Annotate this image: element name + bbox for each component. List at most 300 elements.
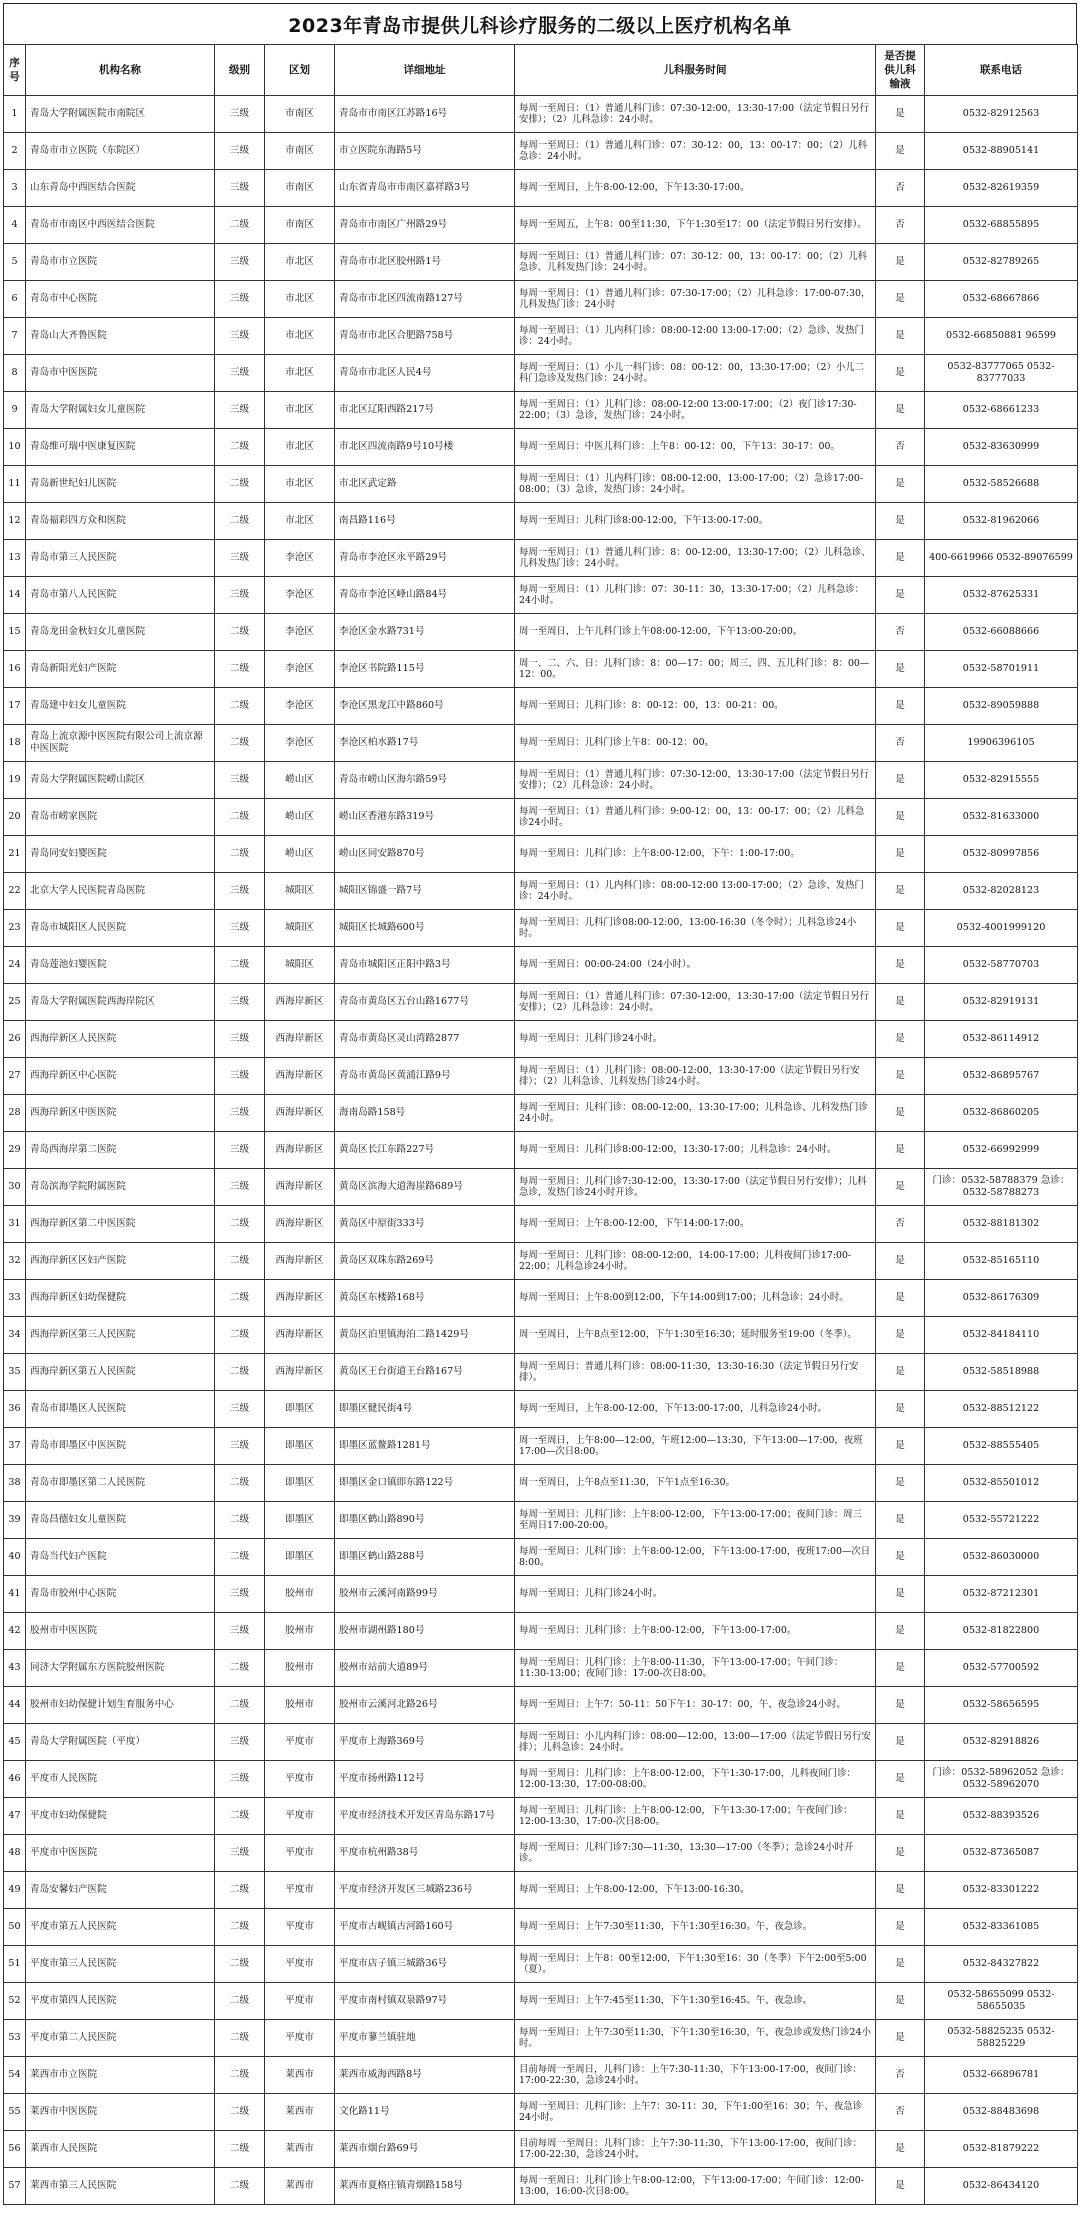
table-row xyxy=(4,651,1078,688)
cell-level: 二级 xyxy=(215,1280,265,1317)
cell-infusion: 否 xyxy=(876,207,925,244)
header-row xyxy=(4,45,1078,96)
cell-phone: 0532-82919131 xyxy=(925,984,1078,1021)
cell-name: 青岛山大齐鲁医院 xyxy=(26,318,215,355)
cell-seq: 21 xyxy=(4,836,26,873)
cell-address: 平度市蓼兰镇驻地 xyxy=(335,2020,515,2057)
cell-service-time: 每周一至周日：儿科门诊24小时。 xyxy=(515,1576,876,1613)
cell-address: 市北区武定路 xyxy=(335,466,515,503)
cell-phone: 0532-87365087 xyxy=(925,1835,1078,1872)
cell-address: 青岛市市北区合肥路758号 xyxy=(335,318,515,355)
cell-phone: 0532-87625331 xyxy=(925,577,1078,614)
cell-level: 二级 xyxy=(215,2020,265,2057)
cell-service-time: 每周一至周日：（1）儿科门诊：08:00-12:00，13:30-17:00（法定节假日另行安排）；（2）儿科急诊、儿科发热门诊24小时。 xyxy=(515,1058,876,1095)
table-row xyxy=(4,1872,1078,1909)
cell-service-time: 每周一至周日：儿科门诊7:30-12:00，13:30-17:00（法定节假日另行安排）；儿科急诊，发热门诊24小时开诊。 xyxy=(515,1169,876,1206)
cell-name: 青岛同安妇婴医院 xyxy=(26,836,215,873)
cell-level: 二级 xyxy=(215,503,265,540)
cell-name: 青岛市第三人民医院 xyxy=(26,540,215,577)
cell-seq: 39 xyxy=(4,1502,26,1539)
cell-infusion: 是 xyxy=(876,244,925,281)
table-row xyxy=(4,2057,1078,2094)
cell-address: 黄岛区中原街333号 xyxy=(335,1206,515,1243)
cell-address: 青岛市市北区胶州路1号 xyxy=(335,244,515,281)
cell-name: 青岛当代妇产医院 xyxy=(26,1539,215,1576)
cell-phone: 0532-84327822 xyxy=(925,1946,1078,1983)
cell-service-time: 周一、二、六、日：儿科门诊：8：00—17：00；周三、四、五儿科门诊：8：00—12：00。 xyxy=(515,651,876,688)
cell-phone: 0532-88512122 xyxy=(925,1391,1078,1428)
table-row xyxy=(4,1206,1078,1243)
cell-name: 青岛大学附属医院市南院区 xyxy=(26,96,215,133)
cell-address: 青岛市城阳区正阳中路3号 xyxy=(335,947,515,984)
cell-service-time: 每周一至周日：上午7:45至11:30，下午1:30至16:45。午、夜急诊。 xyxy=(515,1983,876,2020)
cell-phone: 0532-81962066 xyxy=(925,503,1078,540)
cell-seq: 41 xyxy=(4,1576,26,1613)
cell-level: 三级 xyxy=(215,1576,265,1613)
cell-level: 二级 xyxy=(215,1798,265,1835)
cell-level: 三级 xyxy=(215,1391,265,1428)
table-row xyxy=(4,2094,1078,2131)
cell-address: 胶州市站前大道89号 xyxy=(335,1650,515,1687)
cell-district: 市北区 xyxy=(265,318,335,355)
cell-district: 莱西市 xyxy=(265,2094,335,2131)
header-phone: 联系电话 xyxy=(925,45,1078,96)
cell-seq: 8 xyxy=(4,355,26,392)
cell-name: 平度市妇幼保健院 xyxy=(26,1798,215,1835)
cell-level: 三级 xyxy=(215,1761,265,1798)
cell-service-time: 每周一至周日：上午8：00至12:00，下午1:30至16：30（冬季）下午2:00至5:00（夏）。 xyxy=(515,1946,876,1983)
cell-seq: 26 xyxy=(4,1021,26,1058)
cell-service-time: 每周一至周日：（1）普通儿科门诊：07：30-12：00，13：00-17：00；（2）儿科急诊、儿科发热门诊：24小时。 xyxy=(515,244,876,281)
cell-phone: 0532-85501012 xyxy=(925,1465,1078,1502)
cell-name: 青岛市市南区中西医结合医院 xyxy=(26,207,215,244)
cell-name: 平度市第五人民医院 xyxy=(26,1909,215,1946)
table-row xyxy=(4,1169,1078,1206)
cell-seq: 6 xyxy=(4,281,26,318)
table-row xyxy=(4,355,1078,392)
cell-infusion: 是 xyxy=(876,1502,925,1539)
cell-address: 青岛市市南区广州路29号 xyxy=(335,207,515,244)
cell-infusion: 是 xyxy=(876,1243,925,1280)
cell-phone: 0532-86114912 xyxy=(925,1021,1078,1058)
table-row xyxy=(4,836,1078,873)
cell-level: 三级 xyxy=(215,762,265,799)
cell-level: 二级 xyxy=(215,1465,265,1502)
table-row xyxy=(4,1391,1078,1428)
cell-name: 西海岸新区人民医院 xyxy=(26,1021,215,1058)
cell-phone: 0532-84184110 xyxy=(925,1317,1078,1354)
cell-seq: 36 xyxy=(4,1391,26,1428)
cell-address: 青岛市市南区江苏路16号 xyxy=(335,96,515,133)
table-row xyxy=(4,1650,1078,1687)
cell-infusion: 是 xyxy=(876,1095,925,1132)
cell-name: 北京大学人民医院青岛医院 xyxy=(26,873,215,910)
cell-name: 平度市中医医院 xyxy=(26,1835,215,1872)
cell-district: 即墨区 xyxy=(265,1465,335,1502)
cell-name: 青岛市即墨区第二人民医院 xyxy=(26,1465,215,1502)
cell-seq: 50 xyxy=(4,1909,26,1946)
cell-phone: 400-6619966 0532-89076599 xyxy=(925,540,1078,577)
cell-infusion: 是 xyxy=(876,1428,925,1465)
cell-infusion: 是 xyxy=(876,1798,925,1835)
cell-address: 莱西市夏格庄镇青烟路158号 xyxy=(335,2168,515,2205)
table-row xyxy=(4,984,1078,1021)
cell-district: 李沧区 xyxy=(265,651,335,688)
cell-seq: 19 xyxy=(4,762,26,799)
table-row xyxy=(4,1354,1078,1391)
cell-service-time: 每周一至周日：（1）普通儿科门诊：9:00-12：00，13：00-17：00；（2）儿科急诊24小时。 xyxy=(515,799,876,836)
cell-name: 青岛大学附属医院（平度） xyxy=(26,1724,215,1761)
cell-level: 二级 xyxy=(215,688,265,725)
table-row xyxy=(4,762,1078,799)
cell-address: 平度市经济开发区三城路236号 xyxy=(335,1872,515,1909)
table-row xyxy=(4,1983,1078,2020)
cell-phone: 0532-83301222 xyxy=(925,1872,1078,1909)
cell-seq: 55 xyxy=(4,2094,26,2131)
cell-name: 西海岸新区中医医院 xyxy=(26,1095,215,1132)
cell-name: 青岛新世纪妇儿医院 xyxy=(26,466,215,503)
cell-service-time: 周一至周日，上午8:00—12:00，午班12:00—13:30，下午13:00—17:00，夜班17:00—次日8:00。 xyxy=(515,1428,876,1465)
cell-address: 胶州市云溪河南路99号 xyxy=(335,1576,515,1613)
table-row xyxy=(4,1428,1078,1465)
cell-address: 莱西市威海西路8号 xyxy=(335,2057,515,2094)
cell-infusion: 否 xyxy=(876,2094,925,2131)
cell-seq: 52 xyxy=(4,1983,26,2020)
cell-service-time: 每周一至周日：上午7：50-11：50下午1：30-17：00，午、夜急诊24小时。 xyxy=(515,1687,876,1724)
cell-infusion: 是 xyxy=(876,1280,925,1317)
cell-name: 青岛莲池妇婴医院 xyxy=(26,947,215,984)
table-row xyxy=(4,429,1078,466)
cell-seq: 16 xyxy=(4,651,26,688)
cell-address: 即墨区金口镇即东路122号 xyxy=(335,1465,515,1502)
cell-name: 青岛市中医医院 xyxy=(26,355,215,392)
cell-name: 青岛建中妇女儿童医院 xyxy=(26,688,215,725)
cell-name: 平度市第二人民医院 xyxy=(26,2020,215,2057)
cell-seq: 27 xyxy=(4,1058,26,1095)
cell-infusion: 是 xyxy=(876,318,925,355)
cell-service-time: 周一至周日，上午8点至12:00，下午1:30至16:30；延时服务至19:00（冬季）。 xyxy=(515,1317,876,1354)
cell-seq: 11 xyxy=(4,466,26,503)
cell-infusion: 是 xyxy=(876,873,925,910)
cell-phone: 0532-89059888 xyxy=(925,688,1078,725)
cell-district: 平度市 xyxy=(265,1983,335,2020)
cell-name: 山东青岛中西医结合医院 xyxy=(26,170,215,207)
cell-phone: 0532-80997856 xyxy=(925,836,1078,873)
cell-service-time: 每周一至周日：（1）儿科门诊：08:00-12:00 13:00-17:00；（2）夜门诊17:30-22:00；（3）急诊，发热门诊：24小时。 xyxy=(515,392,876,429)
cell-service-time: 每周一至周日：（1）普通儿科门诊：07:30-12:00，13:30-17:00（法定节假日另行安排）；（2）儿科急诊：24小时。 xyxy=(515,984,876,1021)
table-row xyxy=(4,910,1078,947)
cell-infusion: 是 xyxy=(876,910,925,947)
cell-seq: 15 xyxy=(4,614,26,651)
cell-seq: 34 xyxy=(4,1317,26,1354)
cell-district: 平度市 xyxy=(265,1872,335,1909)
cell-service-time: 目前每周一至周日：儿科门诊：上午7:30-11:30，下午13:00-17:00，夜间门诊：17:00-22:30，急诊24小时。 xyxy=(515,2131,876,2168)
table-row xyxy=(4,1502,1078,1539)
table-row xyxy=(4,1465,1078,1502)
cell-service-time: 每周一至周五，上午8：00至11:30，下午1:30至17：00（法定节假日另行安排）。 xyxy=(515,207,876,244)
table-row xyxy=(4,2131,1078,2168)
cell-address: 平度市扬州路112号 xyxy=(335,1761,515,1798)
cell-seq: 3 xyxy=(4,170,26,207)
cell-address: 青岛市黄岛区黄浦江路9号 xyxy=(335,1058,515,1095)
cell-district: 西海岸新区 xyxy=(265,1206,335,1243)
cell-name: 西海岸新区第二中医医院 xyxy=(26,1206,215,1243)
cell-district: 崂山区 xyxy=(265,836,335,873)
table-row xyxy=(4,1317,1078,1354)
header-infusion: 是否提供儿科输液 xyxy=(876,45,925,96)
cell-phone: 0532-58518988 xyxy=(925,1354,1078,1391)
cell-level: 二级 xyxy=(215,651,265,688)
cell-infusion: 是 xyxy=(876,1613,925,1650)
cell-address: 平度市古岘镇古河路160号 xyxy=(335,1909,515,1946)
cell-name: 青岛大学附属医院崂山院区 xyxy=(26,762,215,799)
cell-seq: 49 xyxy=(4,1872,26,1909)
cell-infusion: 是 xyxy=(876,1058,925,1095)
cell-level: 三级 xyxy=(215,1132,265,1169)
cell-seq: 51 xyxy=(4,1946,26,1983)
cell-district: 即墨区 xyxy=(265,1428,335,1465)
table-row xyxy=(4,1539,1078,1576)
cell-level: 三级 xyxy=(215,1021,265,1058)
cell-infusion: 是 xyxy=(876,503,925,540)
cell-name: 青岛上流京源中医医院有限公司上流京源中医医院 xyxy=(26,725,215,762)
cell-service-time: 每周一至周日：儿科门诊：08:00-12:00，13:30-17:00；儿科急诊、儿科发热门诊24小时。 xyxy=(515,1095,876,1132)
cell-address: 胶州市湖州路180号 xyxy=(335,1613,515,1650)
table-row xyxy=(4,1798,1078,1835)
cell-district: 平度市 xyxy=(265,1798,335,1835)
cell-service-time: 每周一至周日：上午8:00-12:00，下午14:00-17:00。 xyxy=(515,1206,876,1243)
cell-infusion: 是 xyxy=(876,1465,925,1502)
cell-seq: 33 xyxy=(4,1280,26,1317)
cell-phone: 0532-82912563 xyxy=(925,96,1078,133)
cell-phone: 0532-82028123 xyxy=(925,873,1078,910)
header-name: 机构名称 xyxy=(26,45,215,96)
cell-district: 西海岸新区 xyxy=(265,984,335,1021)
cell-service-time: 每周一至周日：儿科门诊：上午8:00-12:00，下午13:00-17:00。 xyxy=(515,1613,876,1650)
cell-phone: 0532-86895767 xyxy=(925,1058,1078,1095)
cell-level: 二级 xyxy=(215,836,265,873)
cell-name: 西海岸新区妇幼保健院 xyxy=(26,1280,215,1317)
cell-phone: 0532-58825235 0532-58825229 xyxy=(925,2020,1078,2057)
cell-address: 平度市上海路369号 xyxy=(335,1724,515,1761)
cell-phone: 0532-86860205 xyxy=(925,1095,1078,1132)
cell-name: 西海岸新区区妇产医院 xyxy=(26,1243,215,1280)
cell-phone: 0532-81879222 xyxy=(925,2131,1078,2168)
cell-address: 即墨区鹤山路288号 xyxy=(335,1539,515,1576)
cell-seq: 32 xyxy=(4,1243,26,1280)
cell-district: 崂山区 xyxy=(265,762,335,799)
cell-district: 市南区 xyxy=(265,207,335,244)
cell-district: 西海岸新区 xyxy=(265,1169,335,1206)
cell-name: 青岛维可瑞中医康复医院 xyxy=(26,429,215,466)
cell-address: 黄岛区滨海大道海崖路689号 xyxy=(335,1169,515,1206)
cell-name: 平度市人民医院 xyxy=(26,1761,215,1798)
document-title: 2023年青岛市提供儿科诊疗服务的二级以上医疗机构名单 xyxy=(3,3,1077,44)
cell-level: 三级 xyxy=(215,1613,265,1650)
cell-name: 西海岸新区第五人民医院 xyxy=(26,1354,215,1391)
cell-name: 莱西市第三人民医院 xyxy=(26,2168,215,2205)
cell-phone: 0532-85165110 xyxy=(925,1243,1078,1280)
cell-name: 青岛市市立医院 xyxy=(26,244,215,281)
table-row xyxy=(4,318,1078,355)
cell-infusion: 是 xyxy=(876,1983,925,2020)
cell-service-time: 每周一至周日：（1）普通儿科门诊：07:30-12:00，13:30-17:00（法定节假日另行安排）；（2）儿科急诊：24小时。 xyxy=(515,96,876,133)
cell-service-time: 每周一至周日：儿科门诊：上午8:00-12:00，下午1:30-17:00，儿科夜间门诊：12:00-13:30，17:00-08:00。 xyxy=(515,1761,876,1798)
cell-service-time: 每周一至周日：儿科门诊：8：00-12：00，13：00-21：00。 xyxy=(515,688,876,725)
document xyxy=(3,3,1077,2205)
cell-district: 市南区 xyxy=(265,133,335,170)
cell-address: 崂山区同安路870号 xyxy=(335,836,515,873)
cell-name: 胶州市妇幼保健计划生育服务中心 xyxy=(26,1687,215,1724)
cell-address: 海南岛路158号 xyxy=(335,1095,515,1132)
cell-infusion: 是 xyxy=(876,577,925,614)
cell-district: 市北区 xyxy=(265,429,335,466)
cell-level: 二级 xyxy=(215,1946,265,1983)
cell-name: 青岛大学附属医院西海岸院区 xyxy=(26,984,215,1021)
table-row xyxy=(4,1909,1078,1946)
cell-address: 城阳区锦盛一路7号 xyxy=(335,873,515,910)
cell-level: 二级 xyxy=(215,1539,265,1576)
cell-infusion: 是 xyxy=(876,1946,925,1983)
cell-address: 青岛市黄岛区五台山路1677号 xyxy=(335,984,515,1021)
cell-phone: 0532-58526688 xyxy=(925,466,1078,503)
cell-infusion: 是 xyxy=(876,1687,925,1724)
cell-service-time: 每周一至周日：（1）儿科门诊：07：30-11：30，13:30-17:00；（2）儿科急诊：24小时。 xyxy=(515,577,876,614)
cell-address: 即墨区鹤山路890号 xyxy=(335,1502,515,1539)
cell-district: 市北区 xyxy=(265,466,335,503)
cell-address: 胶州市云溪河北路26号 xyxy=(335,1687,515,1724)
cell-phone: 0532-58655099 0532-58655035 xyxy=(925,1983,1078,2020)
cell-service-time: 每周一至周日：（1）儿内科门诊：08:00-12:00 13:00-17:00；（2）急诊、发热门诊：24小时。 xyxy=(515,318,876,355)
cell-district: 即墨区 xyxy=(265,1391,335,1428)
cell-seq: 43 xyxy=(4,1650,26,1687)
cell-level: 二级 xyxy=(215,1354,265,1391)
cell-name: 莱西市中医医院 xyxy=(26,2094,215,2131)
cell-seq: 2 xyxy=(4,133,26,170)
cell-service-time: 每周一至周日：儿科门诊8:00-12:00，13:30-17:00；儿科急诊：24小时。 xyxy=(515,1132,876,1169)
cell-address: 李沧区书院路115号 xyxy=(335,651,515,688)
cell-address: 市北区辽阳西路217号 xyxy=(335,392,515,429)
cell-address: 南昌路116号 xyxy=(335,503,515,540)
cell-phone: 0532-82789265 xyxy=(925,244,1078,281)
cell-address: 平度市店子镇三城路36号 xyxy=(335,1946,515,1983)
cell-address: 城阳区长城路600号 xyxy=(335,910,515,947)
cell-infusion: 是 xyxy=(876,540,925,577)
cell-infusion: 是 xyxy=(876,1761,925,1798)
table-row xyxy=(4,873,1078,910)
cell-seq: 54 xyxy=(4,2057,26,2094)
cell-district: 莱西市 xyxy=(265,2131,335,2168)
cell-name: 胶州市中医医院 xyxy=(26,1613,215,1650)
cell-name: 青岛大学附属妇女儿童医院 xyxy=(26,392,215,429)
cell-name: 青岛市市立医院（东院区） xyxy=(26,133,215,170)
cell-address: 崂山区香港东路319号 xyxy=(335,799,515,836)
cell-district: 平度市 xyxy=(265,1835,335,1872)
cell-district: 胶州市 xyxy=(265,1687,335,1724)
cell-service-time: 每周一至周日：（1）普通儿科门诊：07：30-12：00，13：00-17：00；（2）儿科急诊：24小时。 xyxy=(515,133,876,170)
table-row xyxy=(4,1095,1078,1132)
cell-phone: 0532-66088666 xyxy=(925,614,1078,651)
cell-district: 即墨区 xyxy=(265,1539,335,1576)
cell-level: 二级 xyxy=(215,1650,265,1687)
table-row xyxy=(4,614,1078,651)
cell-seq: 56 xyxy=(4,2131,26,2168)
cell-district: 西海岸新区 xyxy=(265,1132,335,1169)
cell-phone: 0532-58701911 xyxy=(925,651,1078,688)
cell-level: 二级 xyxy=(215,207,265,244)
cell-service-time: 每周一至周日：00:00-24:00（24小时）。 xyxy=(515,947,876,984)
cell-service-time: 每周一至周日：儿科门诊上午8：00-12：00。 xyxy=(515,725,876,762)
cell-seq: 7 xyxy=(4,318,26,355)
cell-service-time: 每周一至周日：（1）儿内科门诊：08:00-12:00，13:00-17:00；（2）急诊17:00-08:00；（3）急诊，发热门诊：24小时。 xyxy=(515,466,876,503)
table-row xyxy=(4,1687,1078,1724)
cell-address: 李沧区黑龙江中路860号 xyxy=(335,688,515,725)
cell-address: 青岛市市北区四流南路127号 xyxy=(335,281,515,318)
cell-phone: 19906396105 xyxy=(925,725,1078,762)
cell-level: 二级 xyxy=(215,1317,265,1354)
cell-phone: 0532-88393526 xyxy=(925,1798,1078,1835)
cell-infusion: 是 xyxy=(876,1835,925,1872)
cell-phone: 0532-88555405 xyxy=(925,1428,1078,1465)
cell-level: 三级 xyxy=(215,540,265,577)
cell-address: 青岛市市北区人民4号 xyxy=(335,355,515,392)
cell-level: 三级 xyxy=(215,133,265,170)
cell-seq: 40 xyxy=(4,1539,26,1576)
cell-service-time: 每周一至周日：儿科门诊：上午7：30-11：30，下午1:00至16：30；午、夜急诊24小时。 xyxy=(515,2094,876,2131)
cell-service-time: 每周一至周日：上午7:30至11:30，下午1:30至16:30。午、夜急诊。 xyxy=(515,1909,876,1946)
cell-name: 青岛福彩四方众和医院 xyxy=(26,503,215,540)
cell-infusion: 是 xyxy=(876,2168,925,2205)
cell-infusion: 否 xyxy=(876,2057,925,2094)
cell-address: 青岛市崂山区海尔路59号 xyxy=(335,762,515,799)
table-row xyxy=(4,1243,1078,1280)
cell-district: 胶州市 xyxy=(265,1613,335,1650)
cell-infusion: 否 xyxy=(876,429,925,466)
cell-infusion: 是 xyxy=(876,1909,925,1946)
cell-phone: 0532-68661233 xyxy=(925,392,1078,429)
cell-district: 西海岸新区 xyxy=(265,1280,335,1317)
cell-seq: 14 xyxy=(4,577,26,614)
cell-level: 二级 xyxy=(215,2168,265,2205)
hospital-table xyxy=(3,44,1078,2205)
cell-phone: 0532-87212301 xyxy=(925,1576,1078,1613)
cell-address: 平度市经济技术开发区青岛东路17号 xyxy=(335,1798,515,1835)
cell-level: 二级 xyxy=(215,725,265,762)
cell-level: 三级 xyxy=(215,984,265,1021)
cell-phone: 0532-58656595 xyxy=(925,1687,1078,1724)
cell-district: 市北区 xyxy=(265,355,335,392)
table-row xyxy=(4,1021,1078,1058)
cell-level: 二级 xyxy=(215,1687,265,1724)
table-row xyxy=(4,133,1078,170)
cell-district: 西海岸新区 xyxy=(265,1058,335,1095)
cell-infusion: 是 xyxy=(876,1021,925,1058)
cell-infusion: 是 xyxy=(876,947,925,984)
cell-district: 莱西市 xyxy=(265,2057,335,2094)
cell-infusion: 是 xyxy=(876,651,925,688)
cell-address: 即墨区健民街4号 xyxy=(335,1391,515,1428)
cell-service-time: 每周一至周日：中医儿科门诊：上午8：00-12：00，下午13：30-17：00。 xyxy=(515,429,876,466)
cell-level: 三级 xyxy=(215,1835,265,1872)
cell-district: 市北区 xyxy=(265,244,335,281)
cell-infusion: 是 xyxy=(876,762,925,799)
cell-seq: 44 xyxy=(4,1687,26,1724)
cell-infusion: 是 xyxy=(876,355,925,392)
cell-infusion: 是 xyxy=(876,836,925,873)
cell-district: 李沧区 xyxy=(265,688,335,725)
cell-name: 青岛新阳光妇产医院 xyxy=(26,651,215,688)
cell-phone: 0532-82918826 xyxy=(925,1724,1078,1761)
